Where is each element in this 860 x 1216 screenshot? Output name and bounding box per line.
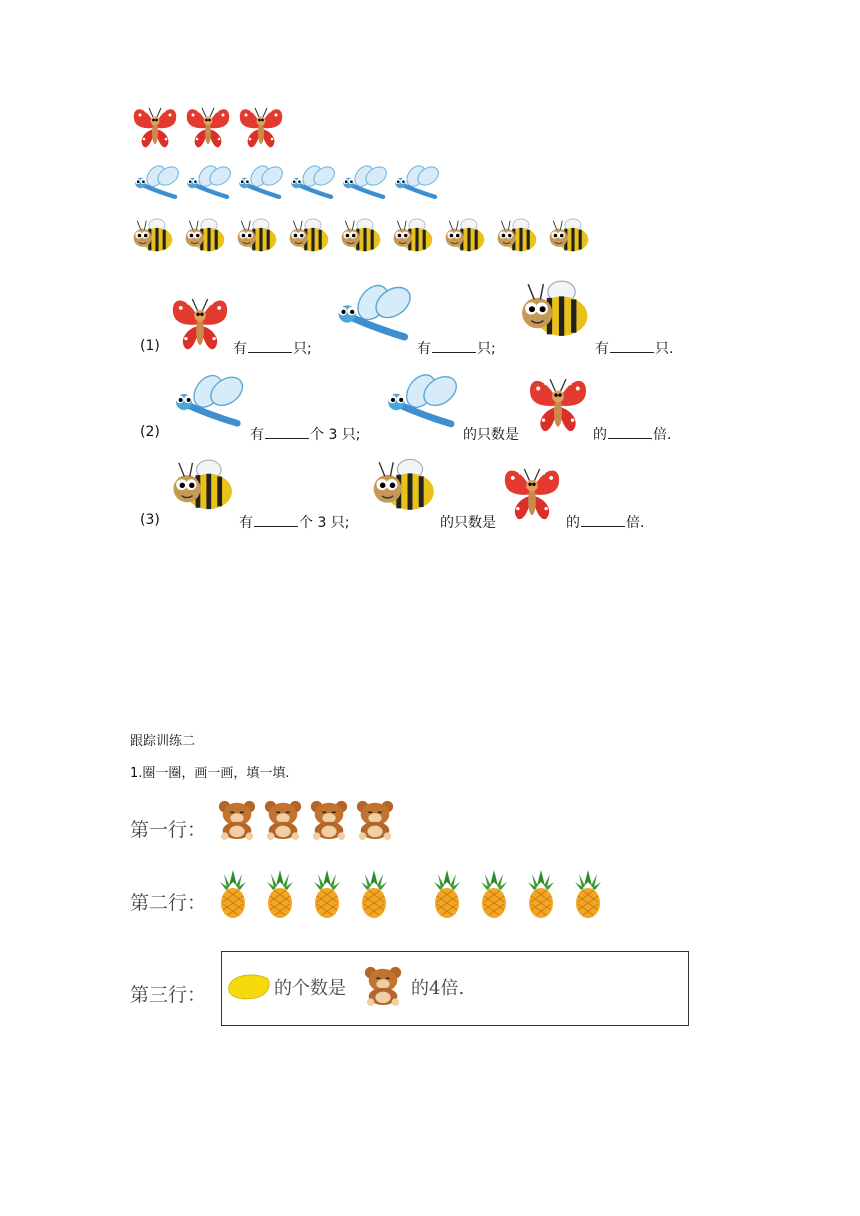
- q1-butterfly-text: 有 只;: [233, 341, 312, 357]
- dragonfly-icon: [168, 370, 248, 434]
- dragonfly-icon: [338, 163, 390, 203]
- dragonfly-icon: [182, 163, 234, 203]
- pineapple-icon: [218, 868, 248, 920]
- bear-icon: [362, 963, 404, 1007]
- bee-icon: [390, 216, 435, 256]
- bee-icon: [168, 455, 236, 517]
- question-label: (1): [140, 338, 160, 354]
- instruction: 1.圈一圈，画一画，填一填.: [130, 766, 290, 781]
- dragonfly-icon: [286, 163, 338, 203]
- butterfly-icon: [236, 101, 286, 151]
- pineapple-row-right: [432, 868, 603, 920]
- question-label: (3): [140, 512, 160, 528]
- answer-blank[interactable]: [432, 340, 476, 353]
- bee-icon: [494, 216, 539, 256]
- bear-icon: [262, 796, 304, 842]
- answer-blank[interactable]: [608, 426, 652, 439]
- bee-icon: [442, 216, 487, 256]
- bee-icon: [546, 216, 591, 256]
- butterfly-icon: [130, 101, 180, 151]
- dragonfly-icon: [330, 280, 416, 348]
- q2-times-text: 的 倍.: [593, 427, 672, 443]
- pineapple-icon: [359, 868, 389, 920]
- question-label: (2): [140, 424, 160, 440]
- dragonfly-icon: [130, 163, 182, 203]
- answer-blank[interactable]: [581, 514, 625, 527]
- q3-group-text: 有 个 3 只;: [239, 515, 350, 531]
- pineapple-icon: [479, 868, 509, 920]
- answer-blank[interactable]: [610, 340, 654, 353]
- pineapple-row-left: [218, 868, 389, 920]
- q1-dragonfly-text: 有 只;: [417, 341, 496, 357]
- q3-ratio-text: 的只数是: [440, 515, 496, 531]
- butterfly-icon: [168, 290, 232, 354]
- butterfly-icon: [183, 101, 233, 151]
- bee-icon: [234, 216, 279, 256]
- dragonfly-icon: [234, 163, 286, 203]
- q3-times-text: 的 倍.: [566, 515, 645, 531]
- butterfly-icon: [500, 460, 564, 524]
- row2-label: 第二行：: [130, 892, 207, 914]
- bee-icon: [182, 216, 227, 256]
- bear-icon: [308, 796, 350, 842]
- bear-icon: [354, 796, 396, 842]
- answer-blank[interactable]: [254, 514, 298, 527]
- pineapple-icon: [526, 868, 556, 920]
- butterfly-row: [130, 101, 286, 151]
- row3-label: 第三行：: [130, 984, 207, 1006]
- answer-blank[interactable]: [265, 426, 309, 439]
- q2-group-text: 有 个 3 只;: [250, 427, 361, 443]
- bee-icon: [338, 216, 383, 256]
- bee-icon: [368, 455, 438, 517]
- mango-icon: [226, 970, 272, 1002]
- q2-ratio-text: 的只数是: [463, 427, 519, 443]
- answer-blank[interactable]: [248, 340, 292, 353]
- bee-row: [130, 216, 591, 256]
- row1-label: 第一行：: [130, 819, 207, 841]
- bee-icon: [286, 216, 331, 256]
- butterfly-icon: [525, 370, 591, 436]
- dragonfly-icon: [390, 163, 442, 203]
- bee-icon: [130, 216, 175, 256]
- bee-icon: [516, 272, 592, 348]
- bear-row: [216, 796, 396, 842]
- row3-text-b: 的4倍.: [411, 978, 465, 999]
- pineapple-icon: [265, 868, 295, 920]
- pineapple-icon: [312, 868, 342, 920]
- section-title: 跟踪训练二: [130, 734, 196, 749]
- dragonfly-icon: [380, 370, 462, 434]
- pineapple-icon: [573, 868, 603, 920]
- dragonfly-row: [130, 163, 442, 203]
- row3-text-a: 的个数是: [274, 978, 346, 999]
- bear-icon: [216, 796, 258, 842]
- q1-bee-text: 有 只.: [595, 341, 674, 357]
- pineapple-icon: [432, 868, 462, 920]
